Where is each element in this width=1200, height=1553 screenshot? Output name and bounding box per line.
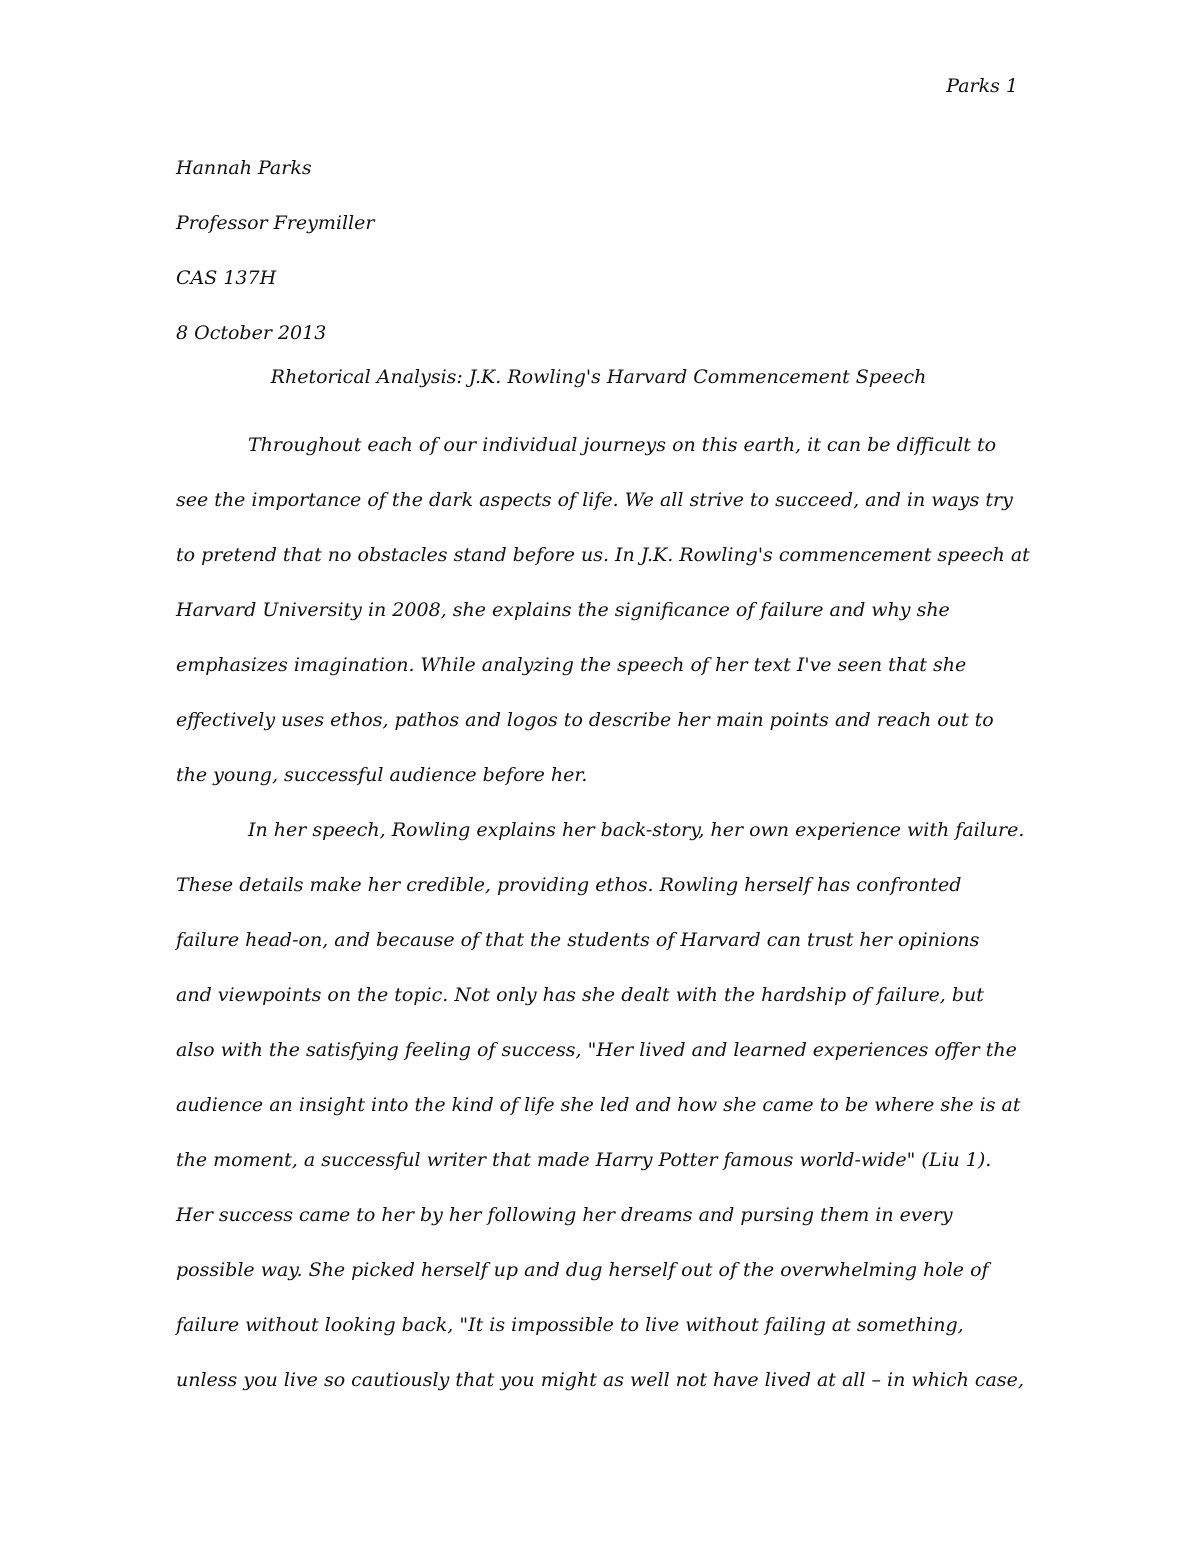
text-line: In her speech, Rowling explains her back-story, her own experience with failure. [248, 819, 1025, 841]
text-line: unless you live so cautiously that you might as well not have lived at all – in which case, [176, 1369, 1024, 1391]
text-line: audience an insight into the kind of life she led and how she came to be where she is at [176, 1094, 1021, 1116]
essay-body [176, 418, 1030, 1408]
text-line: also with the satisfying feeling of success, "Her lived and learned experiences offer the [176, 1039, 1017, 1061]
text-line: effectively uses ethos, pathos and logos to describe her main points and reach out to [176, 709, 994, 731]
instructor-name: Professor Freymiller [176, 212, 375, 234]
student-name: Hannah Parks [176, 157, 312, 179]
text-line: Throughout each of our individual journeys on this earth, it can be difficult to [248, 434, 997, 456]
document-date: 8 October 2013 [176, 322, 327, 344]
text-line: Her success came to her by her following her dreams and pursing them in every [176, 1204, 953, 1226]
text-line: to pretend that no obstacles stand before us. In J.K. Rowling's commencement speech at [176, 544, 1030, 566]
text-line: emphasizes imagination. While analyzing the speech of her text I've seen that she [176, 654, 967, 676]
text-line: failure head-on, and because of that the students of Harvard can trust her opinions [176, 929, 980, 951]
text-line: Harvard University in 2008, she explains the significance of failure and why she [176, 599, 950, 621]
paragraph-2 [176, 803, 1026, 1408]
running-head-page-number: Parks 1 [946, 75, 1018, 97]
text-line: failure without looking back, "It is impossible to live without failing at something, [176, 1314, 964, 1336]
text-line: These details make her credible, providing ethos. Rowling herself has confronted [176, 874, 962, 896]
text-line: and viewpoints on the topic. Not only has she dealt with the hardship of failure, but [176, 984, 984, 1006]
mla-heading [176, 141, 1036, 361]
course-name: CAS 137H [176, 267, 277, 289]
text-line: the moment, a successful writer that made Harry Potter famous world-wide" (Liu 1). [176, 1149, 992, 1171]
paragraph-1 [176, 418, 1030, 803]
text-line: the young, successful audience before her. [176, 764, 588, 786]
text-line: see the importance of the dark aspects of life. We all strive to succeed, and in ways try [176, 489, 1013, 511]
text-line: possible way. She picked herself up and dug herself out of the overwhelming hole of [176, 1259, 989, 1281]
essay-title: Rhetorical Analysis: J.K. Rowling's Harvard Commencement Speech [270, 366, 927, 388]
